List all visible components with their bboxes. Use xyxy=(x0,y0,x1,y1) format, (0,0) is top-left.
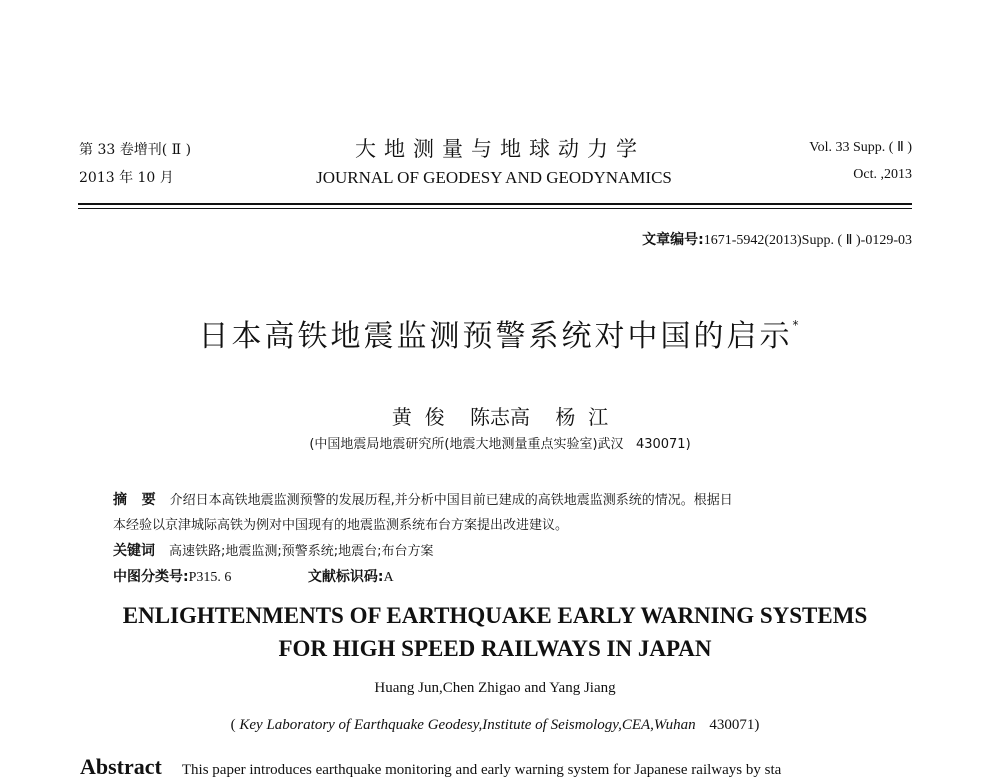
authors-cn: 黄 俊 陈志高 杨 江 xyxy=(391,405,609,429)
affiliation-en-name: Key Laboratory of Earthquake Geodesy,Institute of Seismology,CEA,Wuhan xyxy=(239,717,696,733)
abstract-cn-label: 摘 要 xyxy=(113,492,156,508)
abstract-en-label: Abstract xyxy=(80,754,162,779)
abstract-cn-line1 xyxy=(113,489,733,509)
document-code-label: 文献标识码: xyxy=(307,569,384,585)
classification-label: 中图分类号: xyxy=(113,569,189,585)
title-cn xyxy=(199,311,802,355)
affiliation-cn: (中国地震局地震研究所(地震大地测量重点实验室)武汉 430071) xyxy=(309,437,691,452)
journal-name-en: JOURNAL OF GEODESY AND GEODYNAMICS xyxy=(316,168,672,187)
volume-en: Vol. 33 Supp. ( Ⅱ ) xyxy=(809,140,912,155)
header-rule-thick xyxy=(78,203,912,205)
title-footnote-mark: * xyxy=(792,318,802,332)
affiliation-en-open: ( xyxy=(230,717,236,733)
title-cn-text: 日本高铁地震监测预警系统对中国的启示 xyxy=(198,319,793,354)
title-en-line2: FOR HIGH SPEED RAILWAYS IN JAPAN xyxy=(278,636,712,661)
article-number xyxy=(642,229,912,249)
affiliation-en-code: 430071) xyxy=(709,717,760,733)
keywords-cn-label: 关键词 xyxy=(113,543,155,559)
date-en: Oct. ,2013 xyxy=(853,167,912,182)
keywords-cn-value: 高速铁路;地震监测;预警系统;地震台;布台方案 xyxy=(169,544,434,559)
classification-line xyxy=(113,566,394,586)
header-rule-thin xyxy=(78,208,912,209)
article-number-label: 文章编号: xyxy=(642,232,704,248)
document-code-value: A xyxy=(383,570,394,585)
abstract-cn-line2: 本经验以京津城际高铁为例对中国现有的地震监测系统布台方案提出改进建议。 xyxy=(113,518,569,533)
journal-name-cn: 大地测量与地球动力学 xyxy=(355,137,645,161)
affiliation-en xyxy=(231,717,760,734)
date-cn: 2013 年 10 月 xyxy=(79,170,174,186)
authors-en: Huang Jun,Chen Zhigao and Yang Jiang xyxy=(374,680,616,696)
volume-cn: 第 33 卷增刊( Ⅱ ) xyxy=(79,142,192,158)
title-en-line1: ENLIGHTENMENTS OF EARTHQUAKE EARLY WARNING SYSTEMS xyxy=(122,603,868,628)
article-number-value: 1671-5942(2013)Supp. ( Ⅱ )-0129-03 xyxy=(703,233,912,248)
keywords-cn xyxy=(113,540,434,560)
classification-value: P315. 6 xyxy=(188,570,232,585)
abstract-cn-text1: 介绍日本高铁地震监测预警的发展历程,并分析中国目前已建成的高铁地震监测系统的情况。根据日 xyxy=(169,493,733,508)
abstract-en xyxy=(80,754,781,780)
abstract-en-text: This paper introduces earthquake monitoring and early warning system for Japanese railways by sta xyxy=(181,762,782,778)
